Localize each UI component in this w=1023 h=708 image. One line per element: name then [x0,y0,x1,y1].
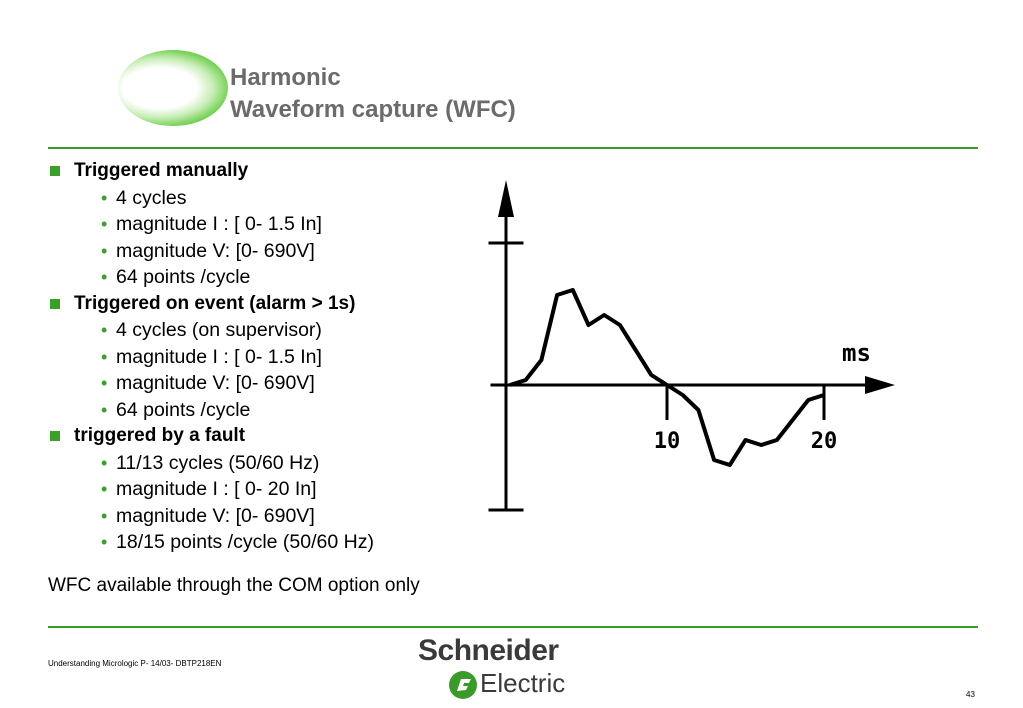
bullet-heading: Triggered manually [48,158,488,185]
bullet-item: • 18/15 points /cycle (50/60 Hz) [101,531,374,553]
dot-bullet-icon: • [101,399,108,420]
bullet-item: • 4 cycles [101,186,187,209]
x-axis-label: ms [842,339,871,367]
logo-mark-icon [448,670,478,700]
dot-bullet-icon: • [101,505,108,526]
square-bullet-icon [50,299,60,309]
dot-bullet-icon: • [101,187,108,208]
bullet-item: • magnitude I : [ 0- 1.5 In] [101,345,322,368]
bullet-item: • magnitude V: [0- 690V] [101,239,315,262]
footer-reference: Understanding Micrologic P- 14/03- DBTP218EN [48,659,222,668]
top-divider [48,147,978,149]
x-tick-label: 20 [810,429,838,454]
square-bullet-icon [50,166,60,176]
title-line-1: Harmonic [230,64,341,91]
dot-bullet-icon: • [101,479,108,499]
x-tick-label: 10 [653,429,681,454]
wfc-note: WFC available through the COM option only [48,575,420,596]
bullet-heading: triggered by a fault [48,423,488,450]
dot-bullet-icon: • [101,240,108,261]
dot-bullet-icon: • [101,452,108,473]
dot-bullet-icon: • [101,532,108,552]
bullet-item: • magnitude I : [ 0- 1.5 In] [101,213,322,235]
dot-bullet-icon: • [101,214,108,234]
page-number: 43 [966,690,975,699]
logo-brand-text: Schneider [418,634,559,667]
bullet-item: • magnitude V: [0- 690V] [101,372,315,394]
schneider-electric-logo [414,634,594,706]
bullet-item: • 4 cycles (on supervisor) [101,319,322,341]
bullet-item: • magnitude I : [ 0- 20 In] [101,478,317,500]
dot-bullet-icon: • [101,267,108,287]
dot-bullet-icon: • [101,346,108,367]
bullet-list [48,158,488,556]
title-line-2: Waveform capture (WFC) [230,96,516,123]
bullet-item: • 11/13 cycles (50/60 Hz) [101,451,320,474]
slide-title [230,62,516,126]
waveform-chart [480,175,910,520]
bullet-item: • 64 points /cycle [101,398,251,421]
square-bullet-icon [50,431,60,441]
logo-sub-text: Electric [480,668,566,698]
bullet-item: • 64 points /cycle [101,266,251,288]
bullet-item: • magnitude V: [0- 690V] [101,504,315,527]
y-axis-arrow-icon [498,180,514,217]
dot-bullet-icon: • [101,320,108,340]
title-orb-graphic [118,50,228,126]
bottom-divider [48,626,978,628]
dot-bullet-icon: • [101,373,108,393]
x-axis-arrow-icon [865,376,895,394]
bullet-heading: Triggered on event (alarm > 1s) [48,291,488,318]
